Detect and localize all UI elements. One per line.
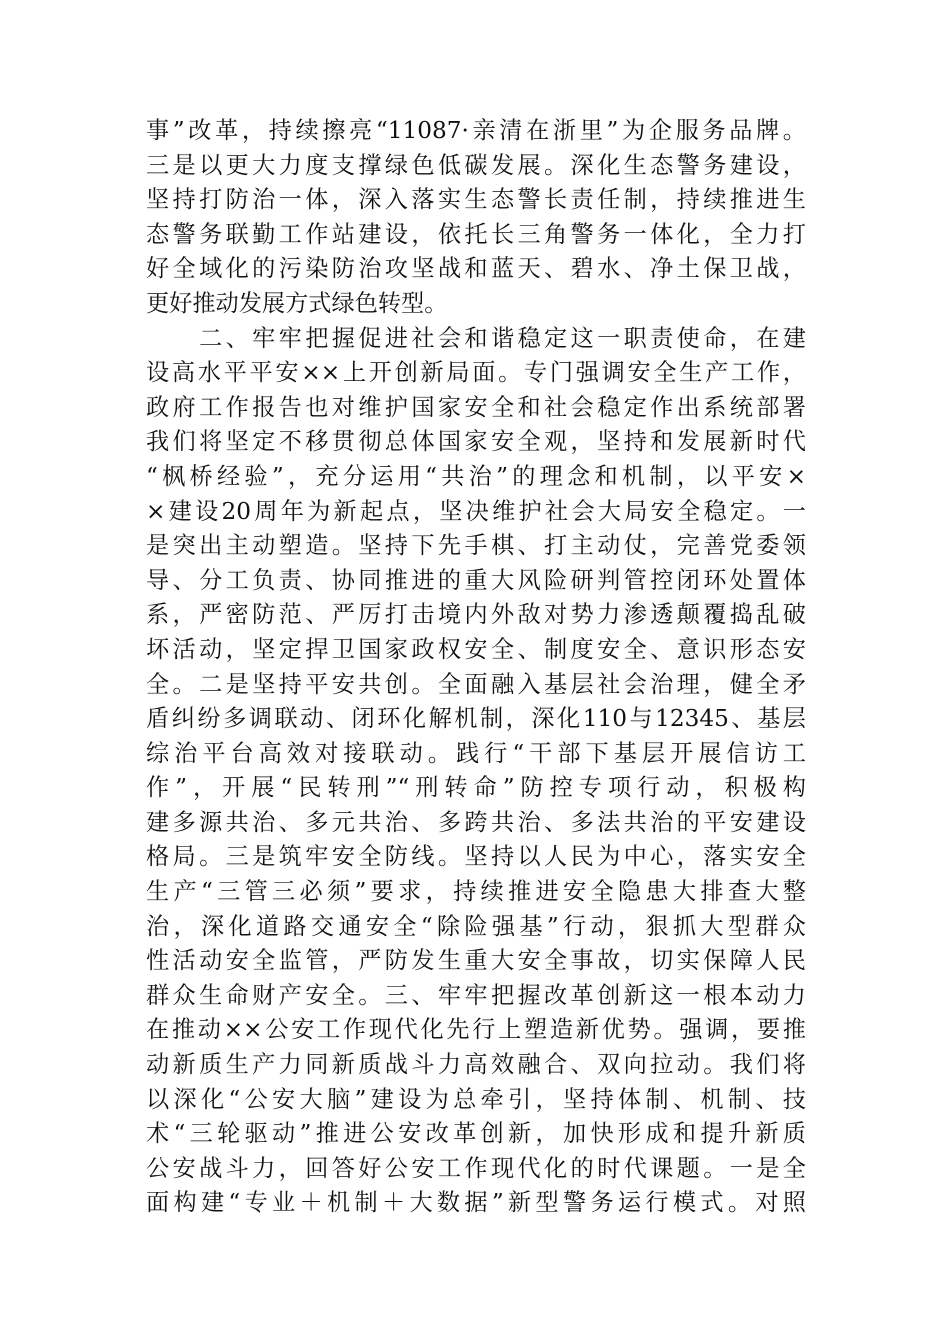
text-line: 性活动安全监管，严防发生重大安全事故，切实保障人民 [146,947,806,975]
text-line: 政府工作报告也对维护国家安全和社会稳定作出系统部署 [146,393,806,421]
body-text [146,114,806,1221]
text-line: 建多源共治、多元共治、多跨共治、多法共治的平安建设 [146,808,806,836]
text-line: 态警务联勤工作站建设，依托长三角警务一体化，全力打 [146,220,806,248]
text-line: 治，深化道路交通安全“除险强基”行动，狠抓大型群众 [146,912,806,940]
text-line: 好全域化的污染防治攻坚战和蓝天、碧水、净土保卫战， [146,255,806,283]
text-line: 面构建“专业＋机制＋大数据”新型警务运行模式。对照 [146,1189,806,1217]
text-line: 生产“三管三必须”要求，持续推进安全隐患大排查大整 [146,878,806,906]
text-line: 动新质生产力同新质战斗力高效融合、双向拉动。我们将 [146,1051,806,1079]
text-line: 更好推动发展方式绿色转型。 [146,289,448,317]
text-line: 格局。三是筑牢安全防线。坚持以人民为中心，落实安全 [146,843,806,871]
text-line: 我们将坚定不移贯彻总体国家安全观，坚持和发展新时代 [146,428,806,456]
text-line: 设高水平平安××上开创新局面。专门强调安全生产工作， [146,359,806,387]
text-line: 三是以更大力度支撑绿色低碳发展。深化生态警务建设， [146,151,806,179]
text-line: 坏活动，坚定捍卫国家政权安全、制度安全、意识形态安 [146,635,806,663]
text-line: 作”，开展“民转刑”“刑转命”防控专项行动，积极构 [146,774,806,802]
text-line: 全。二是坚持平安共创。全面融入基层社会治理，健全矛 [146,670,806,698]
text-line: 公安战斗力，回答好公安工作现代化的时代课题。一是全 [146,1154,806,1182]
text-line: 群众生命财产安全。三、牢牢把握改革创新这一根本动力 [146,981,806,1009]
text-line: 术“三轮驱动”推进公安改革创新，加快形成和提升新质 [146,1120,806,1148]
text-line: 事”改革，持续擦亮“11087·亲清在浙里”为企服务品牌。 [146,117,806,144]
text-line: 以深化“公安大脑”建设为总牵引，坚持体制、机制、技 [146,1085,806,1113]
text-line: 在推动××公安工作现代化先行上塑造新优势。强调，要推 [146,1016,806,1044]
text-line: 综治平台高效对接联动。践行“干部下基层开展信访工 [146,739,806,767]
text-line: 二、牢牢把握促进社会和谐稳定这一职责使命，在建 [146,324,806,352]
text-line: 盾纠纷多调联动、闭环化解机制，深化110与12345、基层 [146,705,806,733]
text-line: “枫桥经验”，充分运用“共治”的理念和机制，以平安× [146,462,806,490]
text-line: 坚持打防治一体，深入落实生态警长责任制，持续推进生 [146,186,806,214]
text-line: 系，严密防范、严厉打击境内外敌对势力渗透颠覆捣乱破 [146,601,806,629]
text-line: 导、分工负责、协同推进的重大风险研判管控闭环处置体 [146,566,806,594]
text-line: ×建设20周年为新起点，坚决维护社会大局安全稳定。一 [146,497,806,525]
text-line: 是突出主动塑造。坚持下先手棋、打主动仗，完善党委领 [146,532,806,560]
